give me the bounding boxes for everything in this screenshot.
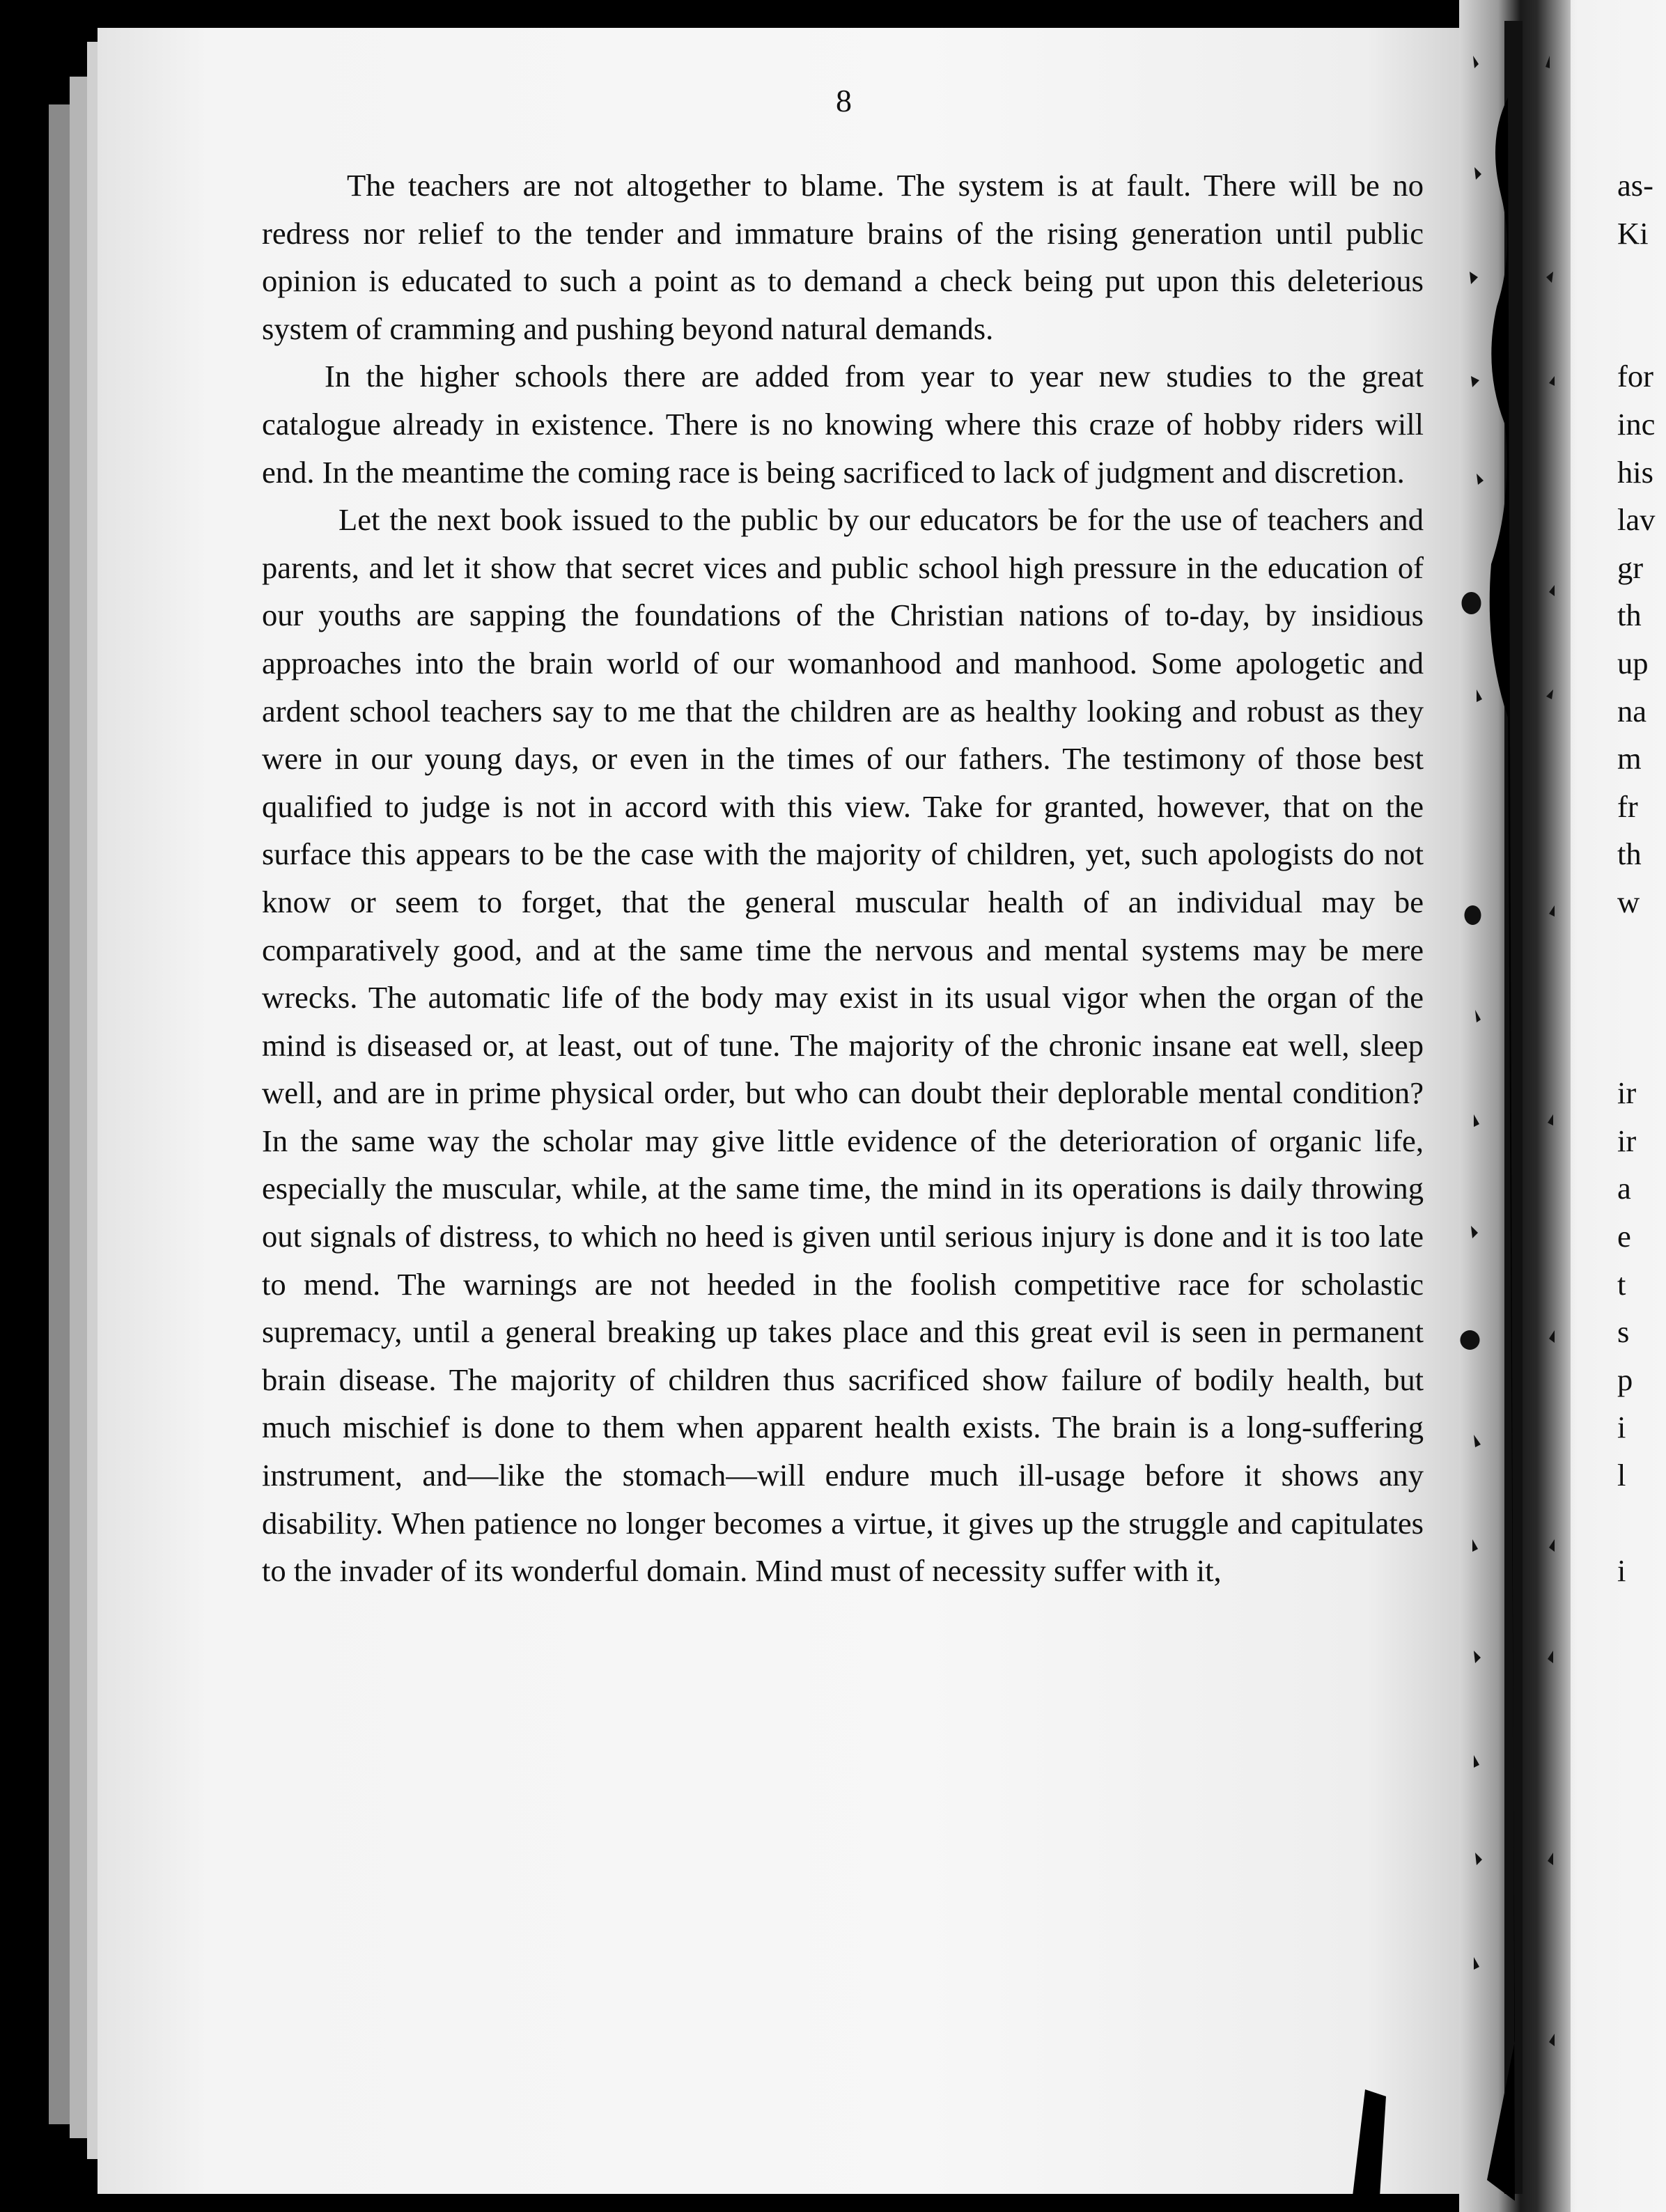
next-page-fragment: w xyxy=(1617,884,1640,919)
next-page-fragment: up xyxy=(1617,645,1649,680)
next-page-fragment: a xyxy=(1617,1171,1631,1206)
paragraph: The teachers are not altogether to blame. The system is at fault. There will be no redress nor relief to the tender and immature brains of the rising generation until public opinion is educated to such a point as to demand a check being put upon this deleterious system of cramming and pushing beyond natural demands. xyxy=(262,168,1424,346)
next-page-fragment xyxy=(1617,305,1666,353)
next-page-fragment: th xyxy=(1617,598,1642,633)
next-page-fragment: i xyxy=(1617,1410,1626,1445)
next-page-fragment: t xyxy=(1617,1266,1626,1302)
next-page-fragment xyxy=(1617,974,1666,1022)
next-page-fragment: na xyxy=(1617,693,1647,729)
paragraph: Let the next book issued to the public by our educators be for the use of teachers and parents, and let it show that secret vices and public school high pressure in the education of our youths are sapping the foundations of the Christian nations of to-day, by insidious approaches into the brain world of our womanhood and manhood. Some apologetic and ardent school teachers say to me that the children are as healthy looking and robust as they were in our young days, or even in the times of our fathers. The testimony of those best qualified to judge is not in accord with this view. Take for granted, however, that on the surface this appears to be the case with the majority of children, yet, such apologists do not know or seem to forget, that the general muscular health of an individual may be comparatively good, and at the same time the nervous and mental systems may be mere wrecks. The automatic life of the body may exist in its usual vigor when the organ of the mind is diseased or, at least, out of tune. The majority of the chronic insane eat well, sleep well, and are in prime physical order, but who can doubt their deplorable mental condition? In the same way the scholar may give little evidence of the deterioration of organic life, especially the muscular, while, at the same time, the mind in its operations is daily throwing out signals of distress, to which no heed is given until serious injury is done and it is too late to mend. The warnings are not heeded in the foolish competitive race for scholastic supremacy, until a general breaking up takes place and this great evil is seen in permanent brain disease. The majority of children thus sacrificed show failure of bodily health, but much mischief is done to them when apparent health exists. The brain is a long-suffering instrument, and—like the stomach—will endure much ill-usage before it shows any disability. When patience no longer becomes a virtue, it gives up the struggle and capitulates to the invader of its wonderful domain. Mind must of necessity suffer with it, xyxy=(262,502,1424,1589)
next-page-fragment: s xyxy=(1617,1314,1630,1350)
next-page-fragment: ir xyxy=(1617,1075,1637,1111)
next-page-fragment xyxy=(1617,1022,1666,1070)
paragraph: In the higher schools there are added from year to year new studies to the great catalogue already in existence. There is no knowing where this craze of hobby riders will end. In the meantime the coming race is being sacrificed to lack of judgment and discretion. xyxy=(262,359,1424,490)
next-page-fragment: ir xyxy=(1617,1123,1637,1158)
next-page-fragment: lav xyxy=(1617,502,1656,538)
next-page-fragment: i xyxy=(1617,1553,1626,1589)
next-page-fragment: p xyxy=(1617,1362,1633,1397)
next-page-fragment: th xyxy=(1617,836,1642,872)
next-page-fragment: e xyxy=(1617,1219,1631,1254)
next-page-fragment: m xyxy=(1617,741,1642,777)
next-page-fragment: gr xyxy=(1617,550,1644,585)
body-text xyxy=(262,162,1424,1595)
next-page-fragment xyxy=(1617,926,1666,974)
next-page-fragment xyxy=(1617,257,1666,305)
next-page-fragment xyxy=(1617,1500,1666,1548)
next-page-fragment: as- xyxy=(1617,168,1653,203)
next-page-fragment: his xyxy=(1617,454,1654,490)
next-page-fragment: l xyxy=(1617,1458,1626,1493)
next-page-fragment: inc xyxy=(1617,406,1656,442)
next-page-text-fragments xyxy=(1617,162,1666,1595)
page-number: 8 xyxy=(836,83,852,118)
next-page-fragment: for xyxy=(1617,359,1653,394)
next-page-fragment: Ki xyxy=(1617,215,1649,251)
next-page-fragment: fr xyxy=(1617,788,1638,824)
